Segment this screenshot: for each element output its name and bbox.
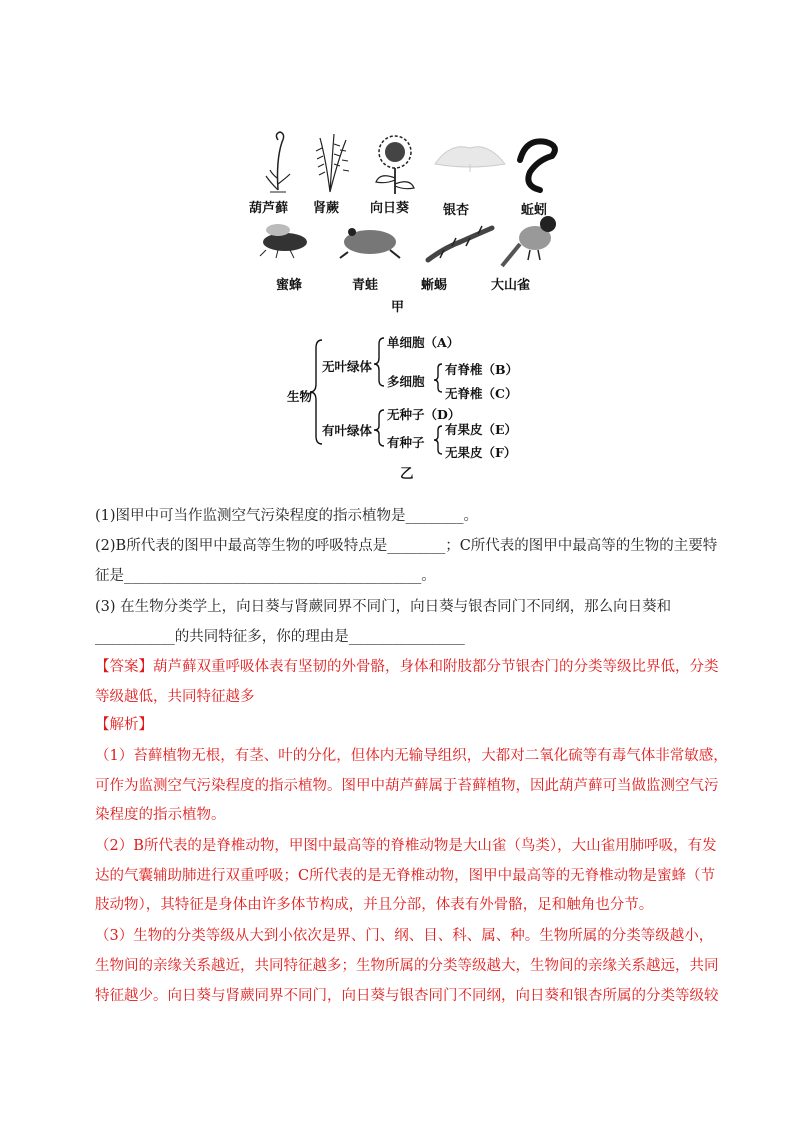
- analysis-line: 特征越少。向日葵与肾蕨同界不同门，向日葵与银杏同门不同纲，向日葵和银杏所属的分类等级较: [95, 988, 719, 1004]
- question-3-line-1: (3) 在生物分类学上，向日葵与肾蕨同界不同门，向日葵与银杏同门不同纲，那么向日葵和: [95, 599, 672, 615]
- label-bee: 蜜蜂: [276, 278, 303, 293]
- label-earthworm: 蚯蚓: [521, 203, 548, 218]
- tree-root: 生物: [287, 389, 313, 404]
- tree-multicellular: 多细胞: [387, 374, 425, 389]
- fern-illustration: [316, 134, 349, 192]
- question-3-line-2: ___________的共同特征多，你的理由是________________: [95, 629, 465, 645]
- tree-with-chlorophyll: 有叶绿体: [322, 423, 373, 438]
- label-great-tit: 大山雀: [491, 278, 531, 293]
- answer-line-1: 【答案】葫芦藓双重呼吸体表有坚韧的外骨骼，身体和附肢都分节银杏门的分类等级比界低，分类: [95, 659, 719, 675]
- label-lizard: 蜥蜴: [421, 278, 448, 293]
- lizard-illustration: [428, 226, 492, 260]
- question-2-line-1: (2)B所代表的图甲中最高等生物的呼吸特点是________；C所代表的图甲中最高等的生物的主要特: [95, 538, 718, 554]
- label-ginkgo: 银杏: [443, 203, 470, 218]
- earthworm-illustration: [520, 141, 555, 190]
- bee-illustration: [260, 224, 307, 258]
- tree-no-pericarp: 无果皮（F）: [445, 445, 517, 460]
- answer-line-2: 等级越低，共同特征越多: [95, 689, 255, 705]
- figure-yi-caption: 乙: [400, 466, 414, 482]
- question-2-line-2: 征是_________________________________________。: [95, 568, 436, 584]
- tree-unicellular: 单细胞（A）: [387, 335, 460, 350]
- analysis-line: 生物间的亲缘关系越近，共同特征越多；生物所属的分类等级越大，生物间的亲缘关系越远，共同: [95, 958, 719, 974]
- figure-jia-caption: 甲: [391, 300, 405, 315]
- label-moss: 葫芦藓: [249, 201, 289, 216]
- question-1: (1)图甲中可当作监测空气污染程度的指示植物是________。: [95, 508, 479, 524]
- analysis-line: 可作为监测空气污染程度的指示植物。图甲中葫芦藓属于苔藓植物，因此葫芦藓可当做监测空气污: [95, 778, 719, 794]
- analysis-line: （1）苔藓植物无根，有茎、叶的分化，但体内无输导组织，大都对二氧化硫等有毒气体非常敏感，: [95, 748, 728, 764]
- tree-vertebrate: 有脊椎（B）: [445, 362, 519, 377]
- analysis-line: 达的气囊辅助肺进行双重呼吸；C所代表的是无脊椎动物，图甲中最高等的无脊椎动物是蜜蜂（节: [95, 868, 716, 884]
- moss-illustration: [266, 132, 290, 192]
- analysis-line: 染程度的指示植物。: [95, 807, 226, 823]
- label-frog: 青蛙: [352, 278, 379, 293]
- tree-with-seed: 有种子: [387, 435, 425, 450]
- label-fern: 肾蕨: [313, 201, 340, 216]
- sunflower-illustration: [376, 136, 414, 194]
- tree-no-seed: 无种子（D）: [387, 407, 461, 422]
- analysis-line: 肢动物），其特征是身体由许多体节构成，并且分部，体表有外骨骼，足和触角也分节。: [95, 897, 654, 913]
- analysis-line: （3）生物的分类等级从大到小依次是界、门、纲、目、科、属、种。生物所属的分类等级越小，: [95, 928, 714, 944]
- tree-with-pericarp: 有果皮（E）: [445, 422, 518, 437]
- frog-illustration: [340, 228, 400, 258]
- analysis-line: （2）B所代表的是脊椎动物，甲图中最高等的脊椎动物是大山雀（鸟类），大山雀用肺呼吸，有发: [95, 838, 717, 854]
- tree-no-chlorophyll: 无叶绿体: [322, 359, 373, 374]
- great-tit-illustration: [502, 216, 556, 266]
- label-sunflower: 向日葵: [370, 201, 410, 216]
- analysis-title: 【解析】: [95, 717, 153, 733]
- tree-invertebrate: 无脊椎（C）: [445, 386, 518, 401]
- ginkgo-illustration: [435, 147, 505, 172]
